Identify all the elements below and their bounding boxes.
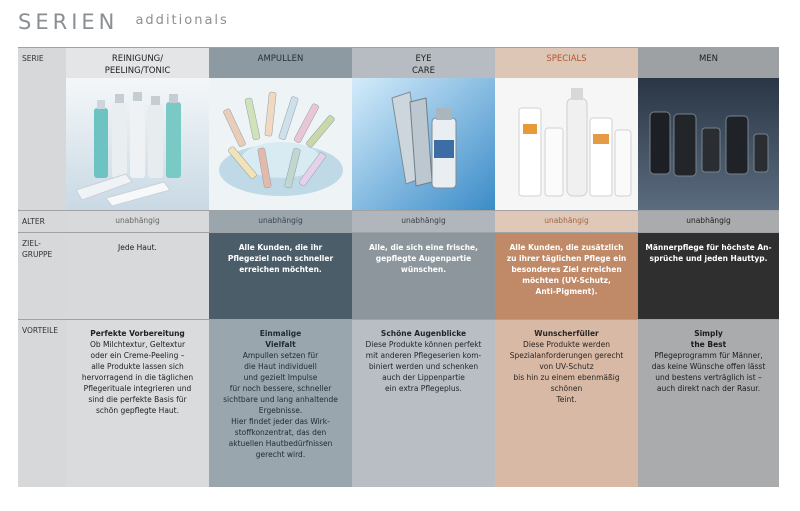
vorteile-line: Pflegerituale integrieren und	[83, 384, 192, 393]
vorteile-line: und gezielt Impulse	[243, 373, 318, 382]
vorteile-cell	[66, 319, 209, 487]
vorteile-line: schön gepflegte Haut.	[96, 406, 179, 415]
vorteile-line: alle Produkte lassen sich	[91, 362, 184, 371]
zielgruppe-line: gepflegte Augenpartie	[375, 254, 472, 263]
vorteile-cell	[209, 319, 352, 487]
vorteile-title: the Best	[690, 340, 727, 349]
zielgruppe-line: Alle, die sich eine frische,	[369, 243, 478, 252]
vorteile-label-text: VORTEILE	[22, 326, 59, 335]
alter-cell: unabhängig	[352, 210, 495, 232]
zielgruppe-line: Alle Kunden, die zusätzlich	[509, 243, 624, 252]
cleansing-bottles-photo	[66, 78, 209, 210]
vorteile-cell	[638, 319, 779, 487]
zielgruppe-line: Pflegeziel noch schneller	[227, 254, 334, 263]
column-header-eye-care	[352, 47, 495, 78]
serie-label-text: SERIE	[22, 54, 44, 63]
alter-cell: unabhängig	[495, 210, 638, 232]
vorteile-line: biniert werden und schenken	[368, 362, 479, 371]
zielgruppe-line: Anti-Pigment).	[535, 287, 598, 296]
column-header-line: CARE	[411, 66, 436, 76]
vorteile-line: oder ein Creme-Peeling –	[90, 351, 185, 360]
vorteile-line: Ampullen setzen für	[242, 351, 319, 360]
title-sub: additionals	[135, 13, 229, 28]
vorteile-line: stoffkonzentrat, das den	[234, 428, 327, 437]
title-main: SERIEN	[18, 10, 119, 34]
zielgruppe-label-line: GRUPPE	[22, 250, 53, 259]
series-table	[18, 47, 779, 487]
vorteile-line: ein extra Pflegeplus.	[385, 384, 462, 393]
vorteile-cell	[352, 319, 495, 487]
zielgruppe-line: wünschen.	[400, 265, 447, 274]
zielgruppe-line: besonderes Ziel erreichen	[511, 265, 622, 274]
vorteile-line: hervorragend in die täglichen	[81, 373, 194, 382]
column-header-men	[638, 47, 779, 78]
column-header-specials	[495, 47, 638, 78]
zielgruppe-line: zu ihrer täglichen Pflege ein	[506, 254, 627, 263]
zielgruppe-line: möchten (UV-Schutz,	[522, 276, 611, 285]
column-header-line: REINIGUNG/	[111, 54, 164, 64]
vorteile-line: die Haut individuell	[244, 362, 317, 371]
vorteile-line: von UV-Schutz	[539, 362, 594, 371]
vorteile-line: auch der Lippenpartie	[382, 373, 465, 382]
column-header-ampullen	[209, 47, 352, 78]
zielgruppe-cell	[209, 232, 352, 319]
zielgruppe-label-line: ZIEL-	[22, 239, 41, 248]
vorteile-line: Ob Milchtextur, Geltextur	[89, 340, 186, 349]
vorteile-title: Vielfalt	[265, 340, 296, 349]
ampoules-splash-photo	[209, 78, 352, 210]
column-header-line: EYE	[415, 54, 432, 64]
column-header-line: AMPULLEN	[257, 54, 304, 64]
column-header-line: MEN	[698, 54, 719, 64]
row-label-serie	[18, 47, 66, 210]
vorteile-line: Diese Produkte können perfekt	[365, 340, 482, 349]
vorteile-cell	[495, 319, 638, 487]
zielgruppe-line: Alle Kunden, die ihr	[238, 243, 323, 252]
vorteile-line: Spezialanforderungen gerecht	[509, 351, 624, 360]
eye-care-tubes-photo	[352, 78, 495, 210]
vorteile-title: Einmalige	[259, 329, 302, 338]
vorteile-line: Hier findet jeder das Wirk-	[231, 417, 330, 426]
row-label-vorteile	[18, 319, 66, 487]
column-header-line: PEELING/TONIC	[104, 66, 171, 76]
vorteile-line: das keine Wünsche offen lässt	[651, 362, 766, 371]
column-header-line: SPECIALS	[546, 54, 587, 64]
alter-label-text: ALTER	[22, 217, 45, 226]
alter-cell: unabhängig	[209, 210, 352, 232]
vorteile-line: und bestens verträglich ist –	[655, 373, 762, 382]
page-title	[18, 10, 229, 34]
vorteile-line: Diese Produkte werden	[523, 340, 610, 349]
vorteile-line: Teint.	[556, 395, 577, 404]
row-label-alter	[18, 210, 66, 232]
vorteile-line: sind die perfekte Basis für	[88, 395, 187, 404]
vorteile-line: gerecht wird.	[255, 450, 306, 459]
vorteile-title: Wunscherfüller	[534, 329, 599, 338]
specials-bottles-photo	[495, 78, 638, 210]
zielgruppe-cell	[495, 232, 638, 319]
vorteile-title: Perfekte Vorbereitung	[90, 329, 185, 338]
men-products-photo	[638, 78, 779, 210]
vorteile-line: für noch bessere, schneller	[229, 384, 332, 393]
vorteile-line: aktuellen Hautbedürfnissen	[228, 439, 333, 448]
zielgruppe-line: Männerpflege für höchste An-	[645, 243, 772, 252]
vorteile-title: Simply	[694, 329, 723, 338]
zielgruppe-cell	[66, 232, 209, 319]
row-label-zielgruppe	[18, 232, 66, 319]
alter-cell: unabhängig	[638, 210, 779, 232]
alter-cell: unabhängig	[66, 210, 209, 232]
vorteile-line: bis hin zu einem ebenmäßig	[513, 373, 620, 382]
vorteile-line: sichtbare und lang anhaltende	[223, 395, 338, 404]
vorteile-line: Pflegeprogramm für Männer,	[654, 351, 763, 360]
vorteile-line: schönen	[550, 384, 583, 393]
zielgruppe-line: erreichen möchten.	[239, 265, 322, 274]
zielgruppe-line: Jede Haut.	[118, 243, 157, 252]
zielgruppe-cell	[352, 232, 495, 319]
column-header-reinigung	[66, 47, 209, 78]
vorteile-title: Schöne Augenblicke	[380, 329, 467, 338]
zielgruppe-line: sprüche und jeden Hauttyp.	[649, 254, 768, 263]
vorteile-line: Ergebnisse.	[258, 406, 303, 415]
vorteile-line: mit anderen Pflegeserien kom-	[365, 351, 482, 360]
vorteile-line: auch direkt nach der Rasur.	[656, 384, 761, 393]
zielgruppe-cell	[638, 232, 779, 319]
